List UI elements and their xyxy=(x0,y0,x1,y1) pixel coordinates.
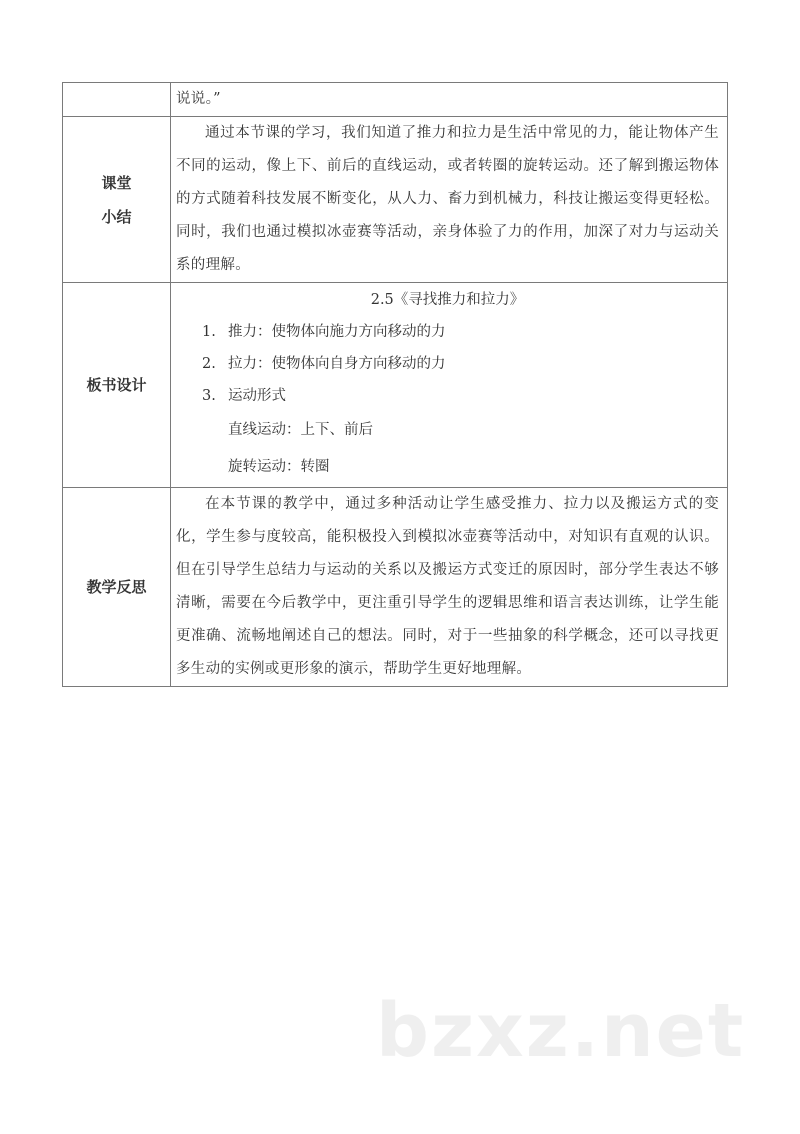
summary-paragraph: 通过本节课的学习，我们知道了推力和拉力是生活中常见的力，能让物体产生不同的运动，像上下、前后的直线运动，或者转圈的旋转运动。还了解到搬运物体的方式随着科技发展不断变化，从人力、畜力到机械力，科技让搬运变得更轻松。同时，我们也通过模拟冰壶赛等活动，亲身体验了力的作用，加深了对力与运动关系的理解。 xyxy=(176,125,719,273)
board-sub-item-linear: 直线运动：上下、前后 xyxy=(228,422,373,438)
table-row-reflection xyxy=(63,488,728,687)
site-watermark: bzxz.net xyxy=(376,988,746,1074)
table-row-continuation xyxy=(63,83,728,117)
board-item-number: 1. xyxy=(202,324,216,340)
summary-label-line-1: 课堂 xyxy=(101,173,132,192)
board-item xyxy=(176,316,719,348)
row-content-summary xyxy=(171,117,728,283)
row-content-continuation xyxy=(171,83,728,117)
continuation-text: 说说。” xyxy=(176,91,221,107)
board-sub-item-rotation: 旋转运动：转圈 xyxy=(228,459,330,475)
row-content-board-design xyxy=(171,283,728,488)
board-item xyxy=(176,380,719,412)
board-title: 2.5《寻找推力和拉力》 xyxy=(370,292,525,308)
board-item xyxy=(176,348,719,380)
table-row-board-design xyxy=(63,283,728,488)
row-content-reflection xyxy=(171,488,728,687)
row-label-reflection: 教学反思 xyxy=(63,488,171,687)
row-label-empty xyxy=(63,83,171,117)
row-label-summary xyxy=(63,117,171,283)
summary-label-line-2: 小结 xyxy=(101,207,132,226)
board-item-text: 推力：使物体向施力方向移动的力 xyxy=(228,324,446,340)
row-label-board-design: 板书设计 xyxy=(63,283,171,488)
reflection-paragraph: 在本节课的教学中，通过多种活动让学生感受推力、拉力以及搬运方式的变化，学生参与度较高，能积极投入到模拟冰壶赛等活动中，对知识有直观的认识。但在引导学生总结力与运动的关系以及搬运方式变迁的原因时，部分学生表达不够清晰，需要在今后教学中，更注重引导学生的逻辑思维和语言表达训练，让学生能更准确、流畅地阐述自己的想法。同时，对于一些抽象的科学概念，还可以寻找更多生动的实例或更形象的演示，帮助学生更好地理解。 xyxy=(176,496,719,677)
board-item-text: 运动形式 xyxy=(228,388,286,404)
table-row-summary xyxy=(63,117,728,283)
board-item-number: 3. xyxy=(202,388,216,404)
board-item-number: 2. xyxy=(202,356,216,372)
board-item-text: 拉力：使物体向自身方向移动的力 xyxy=(228,356,446,372)
lesson-plan-table xyxy=(62,82,728,687)
